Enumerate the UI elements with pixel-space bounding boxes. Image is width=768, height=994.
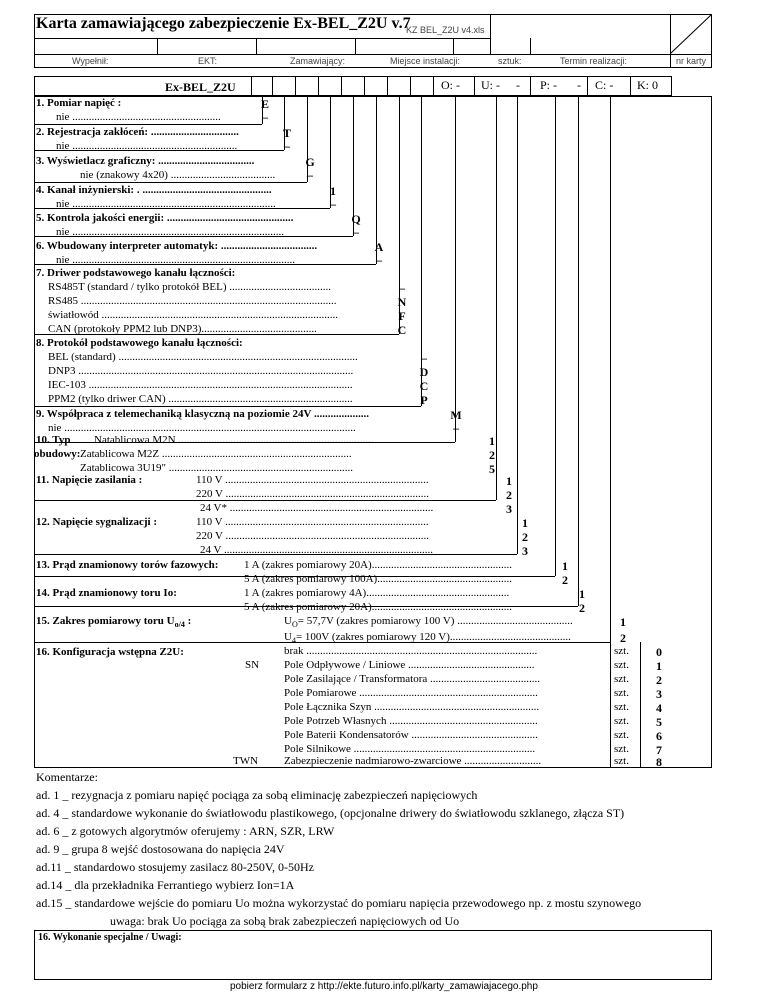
s16-row: Pole Odpływowe / Liniowe .............................................. bbox=[284, 659, 535, 671]
s16-title: 16. Konfiguracja wstępna Z2U: bbox=[36, 646, 184, 658]
s15-code: 1 bbox=[620, 615, 626, 629]
s8-code: – bbox=[421, 351, 427, 365]
s15-code: 2 bbox=[620, 631, 626, 645]
field-label-location: Miejsce instalacji: bbox=[390, 56, 461, 66]
comment-line: ad.11 _ standardowo stosujemy zasilacz 80-250V, 0-50Hz bbox=[36, 860, 314, 874]
s4-letter: 1 bbox=[330, 184, 336, 198]
s10-code: 1 bbox=[489, 434, 495, 448]
field-label-filled-by: Wypełnił: bbox=[72, 56, 109, 66]
comment-line: uwaga: brak Uo pociąga za sobą brak zabezpieczeń napięciowych od Uo bbox=[110, 914, 460, 928]
s12-option: 110 V .......................................................................... bbox=[196, 516, 429, 528]
s16-unit: szt. bbox=[614, 755, 629, 767]
s9-code: – bbox=[453, 421, 459, 435]
s6-title: 6. Wbudowany interpreter automatyk: ................................... bbox=[36, 240, 318, 252]
s11-option: 24 V* .......................................................................... bbox=[200, 502, 434, 514]
s10-title: 10. Typ bbox=[36, 434, 71, 446]
s9-option-none: nie .......................................................................................................... bbox=[48, 422, 356, 434]
s5-code: – bbox=[353, 225, 359, 239]
s15-title: 15. Zakres pomiarowy toru $U_{o/4}$ : bbox=[36, 615, 192, 630]
s2-code: – bbox=[284, 139, 290, 153]
s16-code: 5 bbox=[656, 715, 662, 729]
s16-row: Zabezpieczenie nadmiarowo-zwarciowe ............................ bbox=[284, 755, 542, 767]
s12-title: 12. Napięcie sygnalizacji : bbox=[36, 516, 157, 528]
footer-link[interactable]: pobierz formularz z http://ekte.futuro.info.pl/karty_zamawiajacego.php bbox=[230, 981, 538, 992]
s16-row: Pole Pomiarowe ................................................................. bbox=[284, 687, 538, 699]
s13-code: 1 bbox=[562, 559, 568, 573]
s11-code: 2 bbox=[506, 488, 512, 502]
field-label-deadline: Termin realizacji: bbox=[560, 56, 628, 66]
s10-option: Zatablicowa M2Z ..................................................................... bbox=[80, 448, 352, 460]
s16-unit: szt. bbox=[614, 743, 629, 755]
s16-row: Pole Baterii Kondensatorów .............................................. bbox=[284, 729, 538, 741]
s1-title: 1. Pomiar napięć : bbox=[36, 97, 122, 109]
s8-code: D bbox=[419, 365, 429, 379]
s7-title: 7. Driwer podstawowego kanału łączności: bbox=[36, 267, 236, 279]
field-label-customer: Zamawiający: bbox=[290, 56, 346, 66]
s16-unit: szt. bbox=[614, 645, 629, 657]
s12-option: 24 V ............................................................................ bbox=[200, 544, 434, 556]
s12-code: 2 bbox=[522, 530, 528, 544]
s4-option-none: nie .......................................................................... bbox=[56, 198, 276, 210]
s16-unit: szt. bbox=[614, 715, 629, 727]
corner-diagonal bbox=[670, 14, 712, 54]
s11-option: 110 V .......................................................................... bbox=[196, 474, 429, 486]
s1-option-none: nie ...................................................... bbox=[56, 111, 221, 123]
s16-row: Pole Łącznika Szyn ............................................................ bbox=[284, 701, 540, 713]
s10-code: 5 bbox=[489, 462, 495, 476]
s16-unit: szt. bbox=[614, 673, 629, 685]
code-u-dash: - bbox=[516, 78, 520, 92]
s11-title: 11. Napięcie zasilania : bbox=[36, 474, 143, 486]
s7-code: F bbox=[398, 309, 406, 323]
s13-code: 2 bbox=[562, 573, 568, 587]
s12-code: 3 bbox=[522, 544, 528, 558]
field-label-ekt: EKT: bbox=[198, 56, 218, 66]
s16-row: Pole Zasilające / Transformatora ........................................ bbox=[284, 673, 541, 685]
s2-title: 2. Rejestracja zakłóceń: ................................ bbox=[36, 126, 239, 138]
s10-option: Natablicowa M2N ....................................................................... bbox=[94, 434, 374, 446]
s8-code: P bbox=[420, 393, 428, 407]
code-p: P: - bbox=[540, 78, 558, 92]
s8-option: BEL (standard) ....................................................................................... bbox=[48, 351, 358, 363]
special-title: 16. Wykonanie specjalne / Uwagi: bbox=[38, 932, 182, 943]
s14-option: 1 A (zakres pomiarowy 4A).................................................... bbox=[244, 587, 510, 599]
comment-line: ad.14 _ dla przekładnika Ferrantiego wybierz Ion=1A bbox=[36, 878, 295, 892]
s14-title: 14. Prąd znamionowy toru Io: bbox=[36, 587, 177, 599]
s10-title-2: obudowy: bbox=[34, 448, 81, 460]
s13-option: 5 A (zakres pomiarowy 100A)................................................. bbox=[244, 573, 512, 585]
s16-code: 7 bbox=[656, 743, 662, 757]
code-o: O: - bbox=[441, 78, 460, 92]
s8-option: PPM2 (tylko driwer CAN) ................................................................... bbox=[48, 393, 353, 405]
s16-row: Pole Potrzeb Własnych ...................................................... bbox=[284, 715, 538, 727]
s4-code: – bbox=[330, 197, 336, 211]
s7-option: światłowód ...................................................................................... bbox=[48, 309, 338, 321]
s3-letter: G bbox=[305, 155, 315, 169]
s13-option: 1 A (zakres pomiarowy 20A)................................................... bbox=[244, 559, 512, 571]
s7-option: RS485 ............................................................................................. bbox=[48, 295, 337, 307]
s7-option: CAN (protokoły PPM2 lub DNP3).......................................... bbox=[48, 323, 317, 335]
comment-line: ad. 6 _ z gotowych algorytmów oferujemy : ARN, SZR, LRW bbox=[36, 824, 335, 838]
s5-option-none: nie ............................................................................. bbox=[56, 226, 284, 238]
s14-code: 1 bbox=[579, 587, 585, 601]
code-p-dash: - bbox=[577, 78, 581, 92]
s16-code: 3 bbox=[656, 687, 662, 701]
s2-letter: T bbox=[282, 126, 291, 140]
s5-letter: Q bbox=[351, 212, 361, 226]
code-u: U: - bbox=[481, 78, 500, 92]
s6-code: – bbox=[376, 253, 382, 267]
s8-option: DNP3 .................................................................................................... bbox=[48, 365, 354, 377]
s7-code: N bbox=[397, 295, 407, 309]
comment-line: ad. 1 _ rezygnacja z pomiaru napięć pociąga za sobą eliminację zabezpieczeń napięciowych bbox=[36, 788, 478, 802]
s16-sn-label: SN bbox=[245, 659, 260, 671]
s16-row: Pole Silnikowe .................................................................. bbox=[284, 743, 536, 755]
s3-code: – bbox=[307, 168, 313, 182]
code-k: K: 0 bbox=[637, 78, 658, 92]
s16-code: 6 bbox=[656, 729, 662, 743]
s3-title: 3. Wyświetlacz graficzny: ................................... bbox=[36, 155, 255, 167]
product-code: Ex-BEL_Z2U bbox=[165, 80, 236, 94]
s16-unit: szt. bbox=[614, 687, 629, 699]
code-c: C: - bbox=[595, 78, 614, 92]
s1-letter: E bbox=[260, 97, 269, 111]
s16-unit: szt. bbox=[614, 729, 629, 741]
s16-unit: szt. bbox=[614, 659, 629, 671]
s16-twn-label: TWN bbox=[233, 755, 259, 767]
s16-code: 0 bbox=[656, 645, 662, 659]
comment-line: ad. 4 _ standardowe wykonanie do światłowodu plastikowego, (opcjonalne driwery do światłowodu szklanego, złącza ST) bbox=[36, 806, 625, 820]
s5-title: 5. Kontrola jakości energii: .............................................. bbox=[36, 212, 294, 224]
s15-option: $U_4= 100V$ (zakres pomiarowy 120 V)............................................ bbox=[284, 631, 571, 646]
s7-code: C bbox=[397, 323, 407, 337]
s7-code: – bbox=[399, 281, 405, 295]
s3-option-none: nie (znakowy 4x20) ...................................... bbox=[80, 169, 276, 181]
s8-code: C bbox=[419, 379, 429, 393]
s13-title: 13. Prąd znamionowy torów fazowych: bbox=[36, 559, 219, 571]
s9-letter: M bbox=[450, 408, 462, 422]
comment-line: ad.15 _ standardowe wejście do pomiaru Uo można wykorzystać do pomiaru napięcia przewodowego np. z mostu szynowego bbox=[36, 896, 642, 910]
file-name: KZ BEL_Z2U v4.xls bbox=[406, 25, 485, 35]
s11-option: 220 V .......................................................................... bbox=[196, 488, 430, 500]
s16-code: 4 bbox=[656, 701, 662, 715]
field-label-card-no: nr karty bbox=[676, 56, 707, 66]
s11-code: 1 bbox=[506, 474, 512, 488]
s16-row: brak .................................................................................... bbox=[284, 645, 538, 657]
s8-option: IEC-103 ................................................................................................ bbox=[48, 379, 353, 391]
s8-title: 8. Protokół podstawowego kanału łączności: bbox=[36, 337, 243, 349]
s16-unit: szt. bbox=[614, 701, 629, 713]
s6-option-none: nie ................................................................................. bbox=[56, 254, 295, 266]
s4-title: 4. Kanał inżynierski: . ............................................... bbox=[36, 184, 272, 196]
s9-title: 9. Współpraca z telemechaniką klasyczną na poziomie 24V .................... bbox=[36, 408, 369, 420]
s1-code: – bbox=[262, 110, 268, 124]
field-label-quantity: sztuk: bbox=[498, 56, 522, 66]
comment-line: ad. 9 _ grupa 8 wejść dostosowana do napięcia 24V bbox=[36, 842, 285, 856]
s16-code: 2 bbox=[656, 673, 662, 687]
s6-letter: A bbox=[374, 240, 384, 254]
s2-option-none: nie ............................................................ bbox=[56, 140, 238, 152]
s14-code: 2 bbox=[579, 601, 585, 615]
s12-code: 1 bbox=[522, 516, 528, 530]
s10-option: Zatablicowa 3U19" ................................................................... bbox=[80, 462, 354, 474]
s7-option: RS485T (standard / tylko protokół BEL) ..................................... bbox=[48, 281, 332, 293]
s11-code: 3 bbox=[506, 502, 512, 516]
s16-code: 1 bbox=[656, 659, 662, 673]
s12-option: 220 V .......................................................................... bbox=[196, 530, 430, 542]
s14-option: 5 A (zakres pomiarowy 20A)................................................... bbox=[244, 601, 512, 613]
form-title: Karta zamawiającego zabezpieczenie Ex-BEL_Z2U v.7 bbox=[36, 15, 411, 32]
comments-title: Komentarze: bbox=[36, 770, 98, 784]
s15-option: $U_O= 57,7V$ (zakres pomiarowy 100 V) .......................................... bbox=[284, 615, 573, 630]
s10-code: 2 bbox=[489, 448, 495, 462]
s16-code: 8 bbox=[656, 755, 662, 769]
